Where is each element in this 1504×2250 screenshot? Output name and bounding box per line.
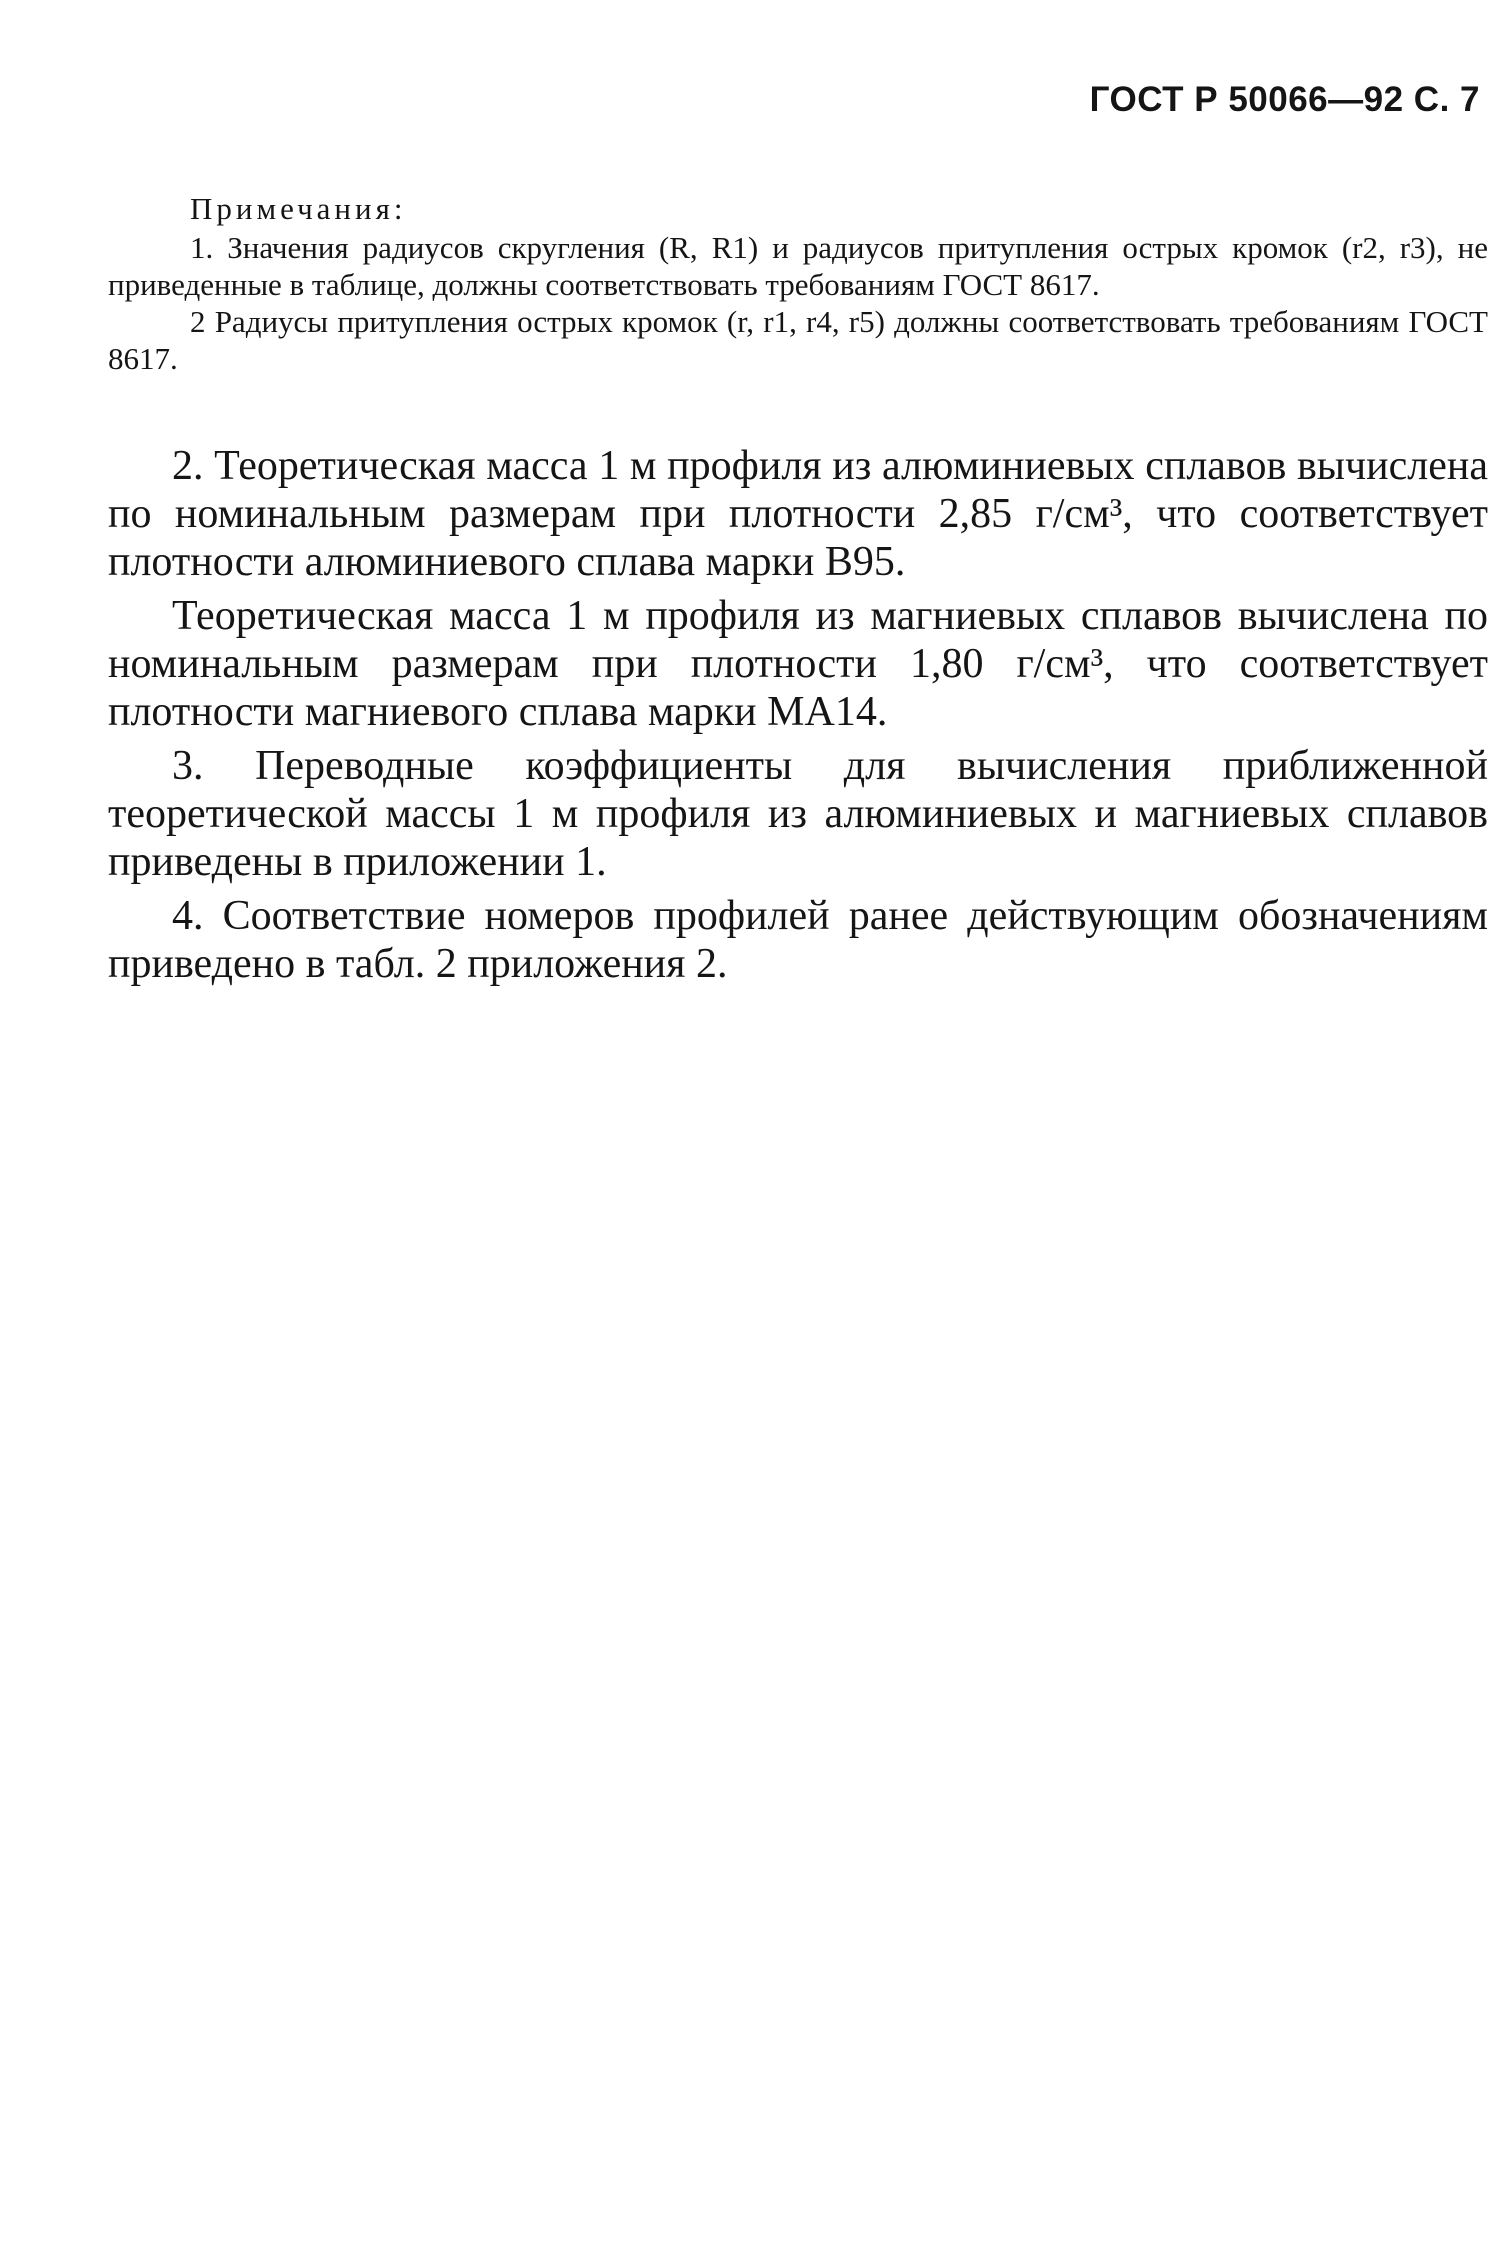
paragraph-2-aluminium: 2. Теоретическая масса 1 м профиля из алюминиевых сплавов вычислена по номинальным размерам при плотности 2,85 г/см³, что соответствует плотности алюминиевого сплава марки В95.	[108, 443, 1488, 585]
note-item-2: 2 Радиусы притупления острых кромок (r, r1, r4, r5) должны соответствовать требованиям ГОСТ 8617.	[108, 304, 1488, 376]
body-text	[108, 442, 1488, 994]
notes-heading: Примечания:	[190, 191, 407, 226]
paragraph-4-correspondence: 4. Соответствие номеров профилей ранее действующим обозначениям приведено в табл. 2 приложения 2.	[108, 893, 1488, 987]
paragraph-magnesium: Теоретическая масса 1 м профиля из магниевых сплавов вычислена по номинальным размерам при плотности 1,80 г/см³, что соответствует плотности магниевого сплава марки МА14.	[108, 593, 1488, 735]
notes-block	[108, 190, 1488, 377]
paragraph-3-coefficients: 3. Переводные коэффициенты для вычисления приближенной теоретической массы 1 м профиля из алюминиевых и магниевых сплавов приведены в приложении 1.	[108, 743, 1488, 885]
page-header: ГОСТ Р 50066—92 С. 7	[1089, 80, 1480, 119]
note-item-1: 1. Значения радиусов скругления (R, R1) и радиусов притупления острых кромок (r2, r3), не приведенные в таблице, должны соответствовать требованиям ГОСТ 8617.	[108, 230, 1488, 302]
